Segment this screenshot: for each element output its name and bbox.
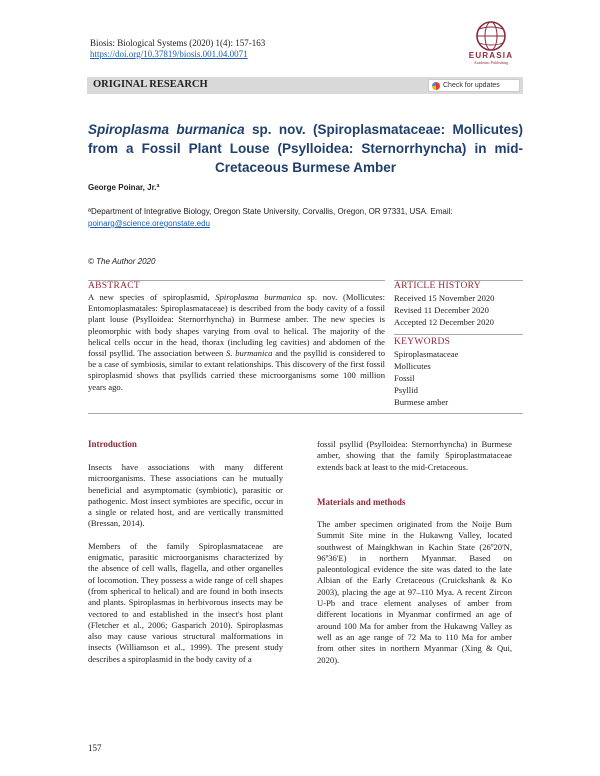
introduction-heading: Introduction	[88, 439, 137, 449]
paragraph: fossil psyllid (Psylloidea: Sternorrhyncha) in Burmese amber, showing that the family Spiroplastmataceae extends back at least to the mid-Cretaceous.	[317, 439, 512, 472]
abstract-species: Spiroplasma burmanica	[215, 292, 302, 302]
paragraph: Insects have associations with many different microorganisms. These associations can be mutually beneficial and asymptomatic (symbiotic), parasitic or pathogenic. Most insect symbiotes are specific, occur in a single or related host, and are vertically transmitted (Bressan, 2014).	[88, 462, 283, 529]
revised-date: Revised 11 December 2020	[394, 305, 489, 315]
keywords-heading: KEYWORDS	[394, 337, 451, 347]
abstract-part: sp. nov. (Mollicutes: Entomoplasmatales: Spiroplasmataceae) is described from the body cavity of a fossil plant louse (Psylloidea: Sternorrhyncha) in Burmese amber. The new species is pleomorphic with body shapes varying from oval to helical. The majority of the helical cells occur in the head, thorax (including leg cavities) and abdomen of the fossil psyllid. The association between	[88, 292, 385, 359]
abstract-body	[88, 292, 385, 393]
received-date: Received 15 November 2020	[394, 293, 495, 303]
page-number: 157	[88, 743, 102, 753]
keyword: Spiroplasmataceae	[394, 349, 459, 359]
article-history-heading: ARTICLE HISTORY	[394, 281, 481, 291]
abstract-species: S. burmanica	[226, 348, 273, 359]
keyword: Mollicutes	[394, 361, 431, 371]
logo-subtitle: Academic Publishing	[473, 60, 509, 65]
logo-wordmark: EURASIA	[468, 51, 514, 60]
paragraph: The amber specimen originated from the Noije Bum Summit Site mine in the Hukawng Valley, located southwest of Maingkhwan in Kachin State (26º20'N, 96º36'E) in northern Myanmar. Based on paleontological evidence the site was dated to the late Albian of the Early Cretaceous (Cruickshank & Ko 2003), placing the age at 97–110 Mya. A recent Zircon U-Pb and trace element analyses of amber from different locations in Myanmar confirmed an age of around 100 Ma for amber from the Hukawng Valley as well as an age range of 72 Ma to 110 Ma for amber from other sites in northern Myanmar (Xing & Qui, 2020).	[317, 519, 512, 665]
introduction-body	[88, 462, 283, 676]
copyright: © The Author 2020	[88, 257, 156, 266]
abstract-part: A new species of spiroplasmid,	[88, 292, 216, 302]
abstract-bottom-rule	[88, 413, 523, 414]
publisher-logo	[452, 20, 530, 68]
affiliation-text: ªDepartment of Integrative Biology, Oregon State University, Corvallis, Oregon, OR 97331, USA. Email:	[88, 207, 453, 216]
keyword: Fossil	[394, 373, 415, 383]
keywords-rule	[394, 334, 523, 335]
author-email-link[interactable]: poinarg@science.oregonstate.edu	[88, 219, 210, 228]
abstract-part: and the psyllid is considered to be a case of symbiosis, similar to extant relationships. This discovery of the first fossil spiroplasmid shows that psyllids carried these microorganisms some 100 million years ago.	[88, 348, 385, 392]
keyword: Psyllid	[394, 385, 418, 395]
doi-link[interactable]: https://doi.org/10.37819/biosis.001.04.0071	[90, 49, 248, 59]
author: George Poinar, Jr.ª	[88, 183, 160, 192]
paragraph: Members of the family Spiroplasmataceae are enigmatic, parasitic microorganisms characterized by the absence of cell walls, flagella, and other organelles of locomotion. They possess a wide range of cell shapes (from spherical to helical) and are found in both insects and plants. Spiroplasmas in herbivorous insects may be vectored to and established in the insect's host plant (Fletcher et al., 2006; Gasparich 2010). Spiroplasmas also may cause various structural malformations in insects (Williamson et al., 1999). The present study describes a spiroplasmid in the body cavity of a	[88, 540, 283, 664]
materials-methods-heading: Materials and methods	[317, 497, 406, 507]
abstract-heading: ABSTRACT	[88, 281, 141, 291]
right-column-top	[317, 439, 512, 484]
globe-icon	[452, 20, 530, 52]
keyword: Burmese amber	[394, 397, 449, 407]
article-title	[88, 120, 523, 177]
journal-citation: Biosis: Biological Systems (2020) 1(4): 157-163	[90, 38, 266, 48]
title-species: Spiroplasma burmanica	[88, 122, 245, 137]
materials-methods-body	[317, 519, 512, 677]
check-updates-button[interactable]	[428, 79, 520, 92]
accepted-date: Accepted 12 December 2020	[394, 317, 494, 327]
check-updates-label: Check for updates	[443, 82, 500, 89]
title-rest: sp. nov. (Spiroplasmataceae: Mollicutes) from a Fossil Plant Louse (Psylloidea: Sternorrhyncha) in mid-Cretaceous Burmese Amber	[88, 122, 523, 175]
crossmark-icon	[432, 82, 440, 90]
affiliation	[88, 206, 522, 230]
section-label: ORIGINAL RESEARCH	[93, 79, 208, 90]
